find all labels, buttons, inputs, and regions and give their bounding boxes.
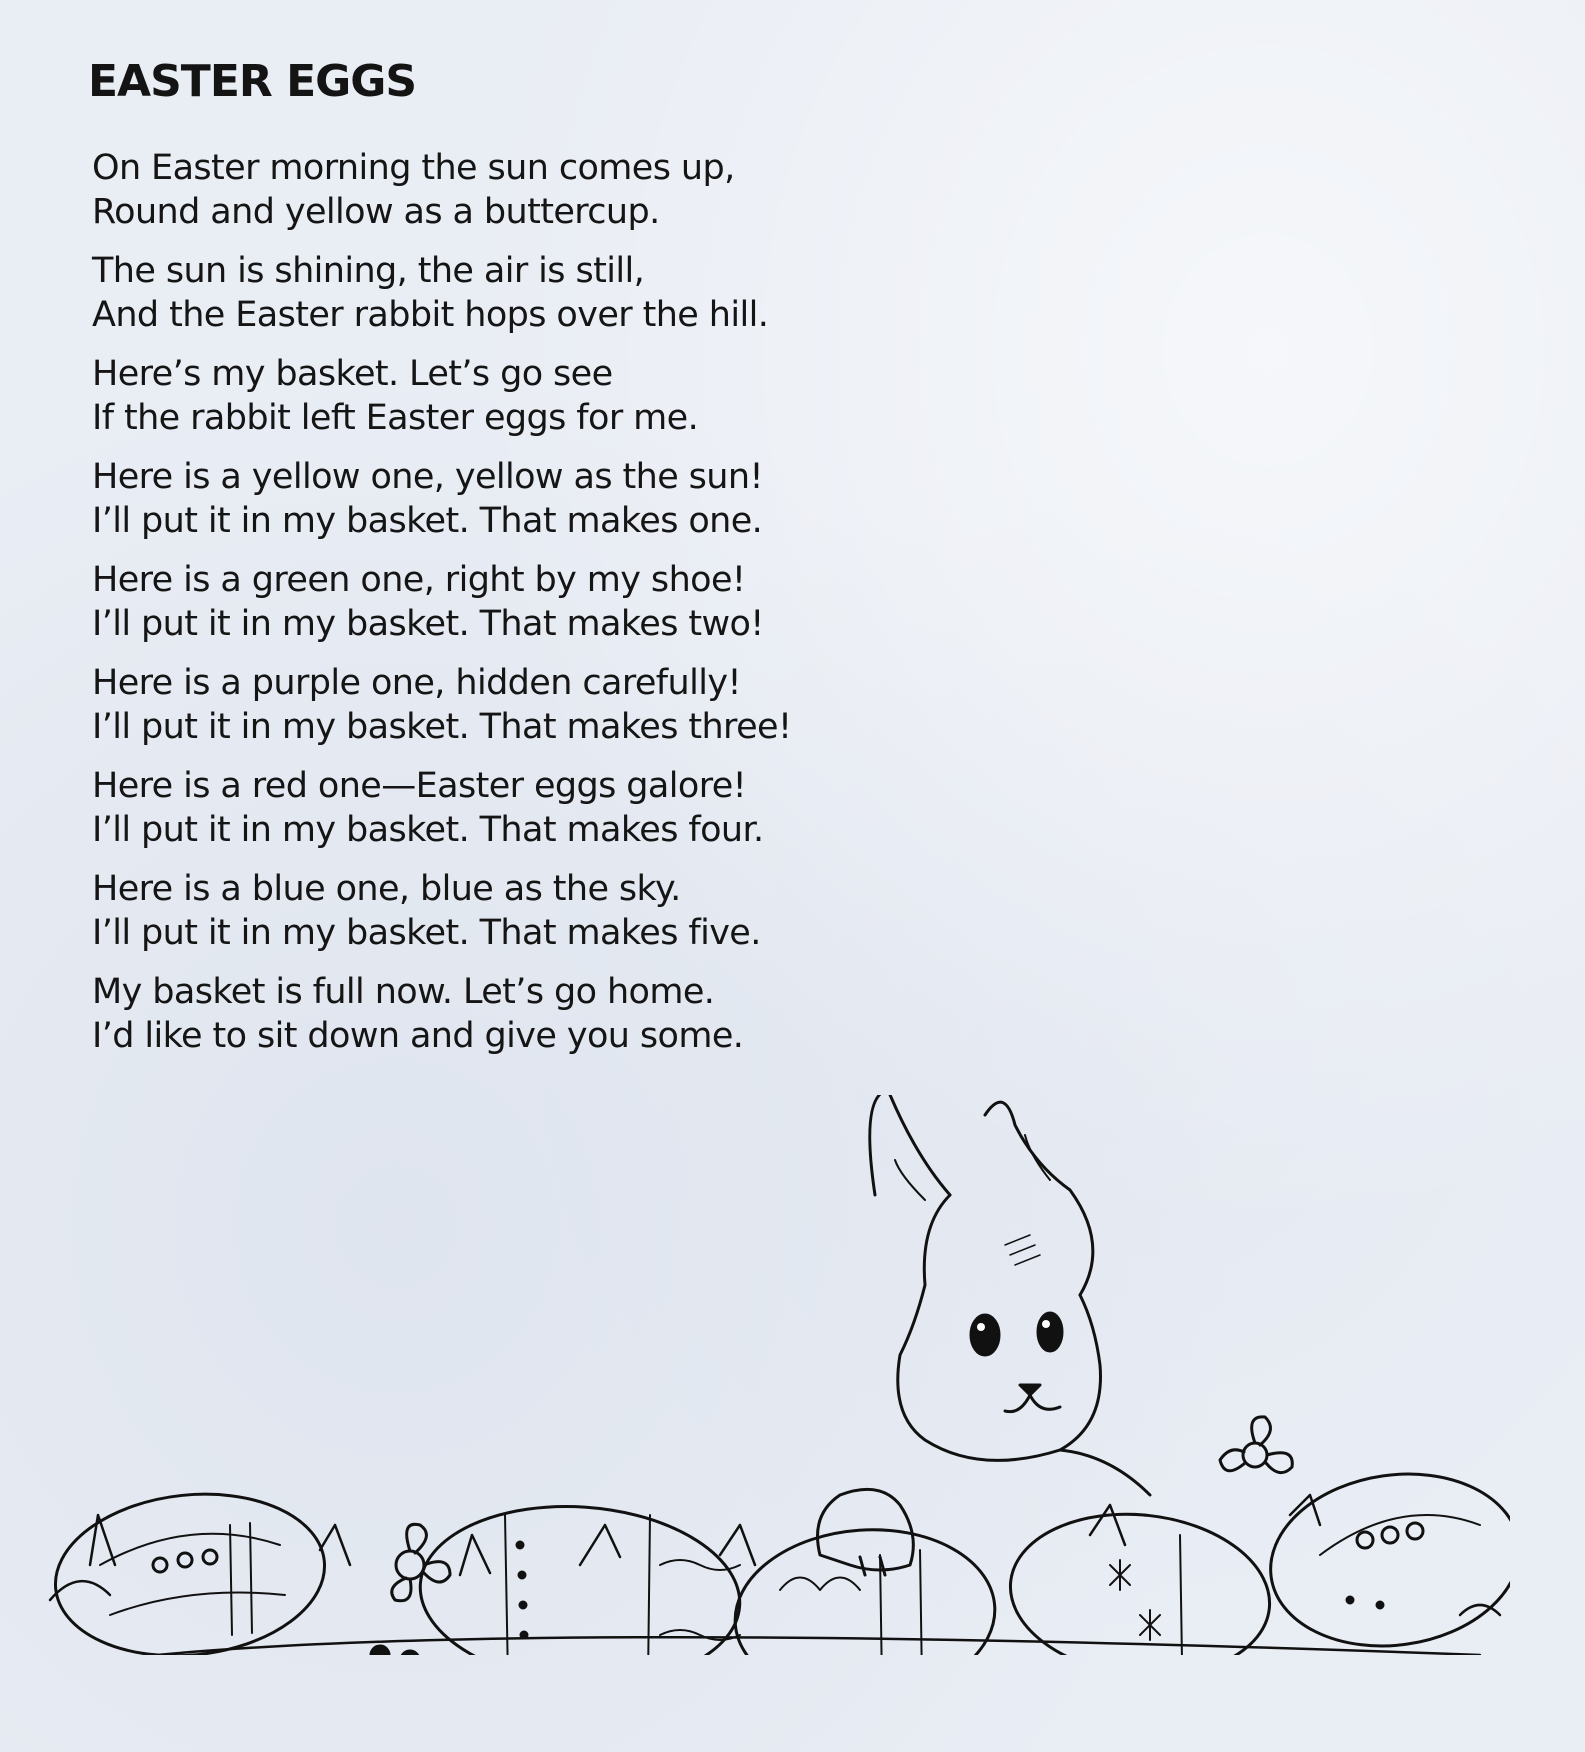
- stanza: [92, 558, 852, 646]
- stanza: [92, 764, 852, 852]
- bunny-and-eggs-illustration: [20, 1095, 1510, 1655]
- stanza: [92, 146, 852, 234]
- easter-egg-icon: [729, 1521, 1000, 1655]
- poem-line: I’ll put it in my basket. That makes four.: [92, 810, 764, 850]
- stanza: [92, 249, 852, 337]
- poem-line: Here is a blue one, blue as the sky.: [92, 869, 681, 909]
- poem-line: Here is a yellow one, yellow as the sun!: [92, 457, 763, 497]
- poem-line: The sun is shining, the air is still,: [92, 251, 645, 291]
- poem-line: I’ll put it in my basket. That makes five.: [92, 913, 761, 953]
- poem-line: On Easter morning the sun comes up,: [92, 148, 735, 188]
- easter-egg-icon: [414, 1496, 745, 1655]
- stanza: [92, 867, 852, 955]
- bunny-icon: [818, 1095, 1151, 1575]
- easter-egg-icon: [1002, 1502, 1277, 1655]
- flower-icon: [1220, 1417, 1292, 1473]
- poem-line: Round and yellow as a buttercup.: [92, 192, 660, 232]
- stanza: [92, 661, 852, 749]
- poem-line: I’ll put it in my basket. That makes two!: [92, 604, 764, 644]
- easter-egg-icon: [47, 1481, 332, 1655]
- poem-line: I’ll put it in my basket. That makes three!: [92, 707, 792, 747]
- poem-line: If the rabbit left Easter eggs for me.: [92, 398, 699, 438]
- stanza: [92, 455, 852, 543]
- poem-line: And the Easter rabbit hops over the hill.: [92, 295, 769, 335]
- poem-line: Here’s my basket. Let’s go see: [92, 354, 613, 394]
- poem-body: [92, 146, 852, 1073]
- poem-line: Here is a green one, right by my shoe!: [92, 560, 746, 600]
- easter-egg-icon: [1259, 1458, 1510, 1655]
- poem-line: Here is a purple one, hidden carefully!: [92, 663, 741, 703]
- poem-line: I’d like to sit down and give you some.: [92, 1016, 744, 1056]
- poem-line: My basket is full now. Let’s go home.: [92, 972, 715, 1012]
- poem-title: EASTER EGGS: [88, 56, 417, 107]
- stanza: [92, 352, 852, 440]
- stanza: [92, 970, 852, 1058]
- flower-icon: [371, 1524, 450, 1655]
- poem-line: Here is a red one—Easter eggs galore!: [92, 766, 747, 806]
- grass-icon: [50, 1495, 1500, 1655]
- poem-line: I’ll put it in my basket. That makes one.: [92, 501, 763, 541]
